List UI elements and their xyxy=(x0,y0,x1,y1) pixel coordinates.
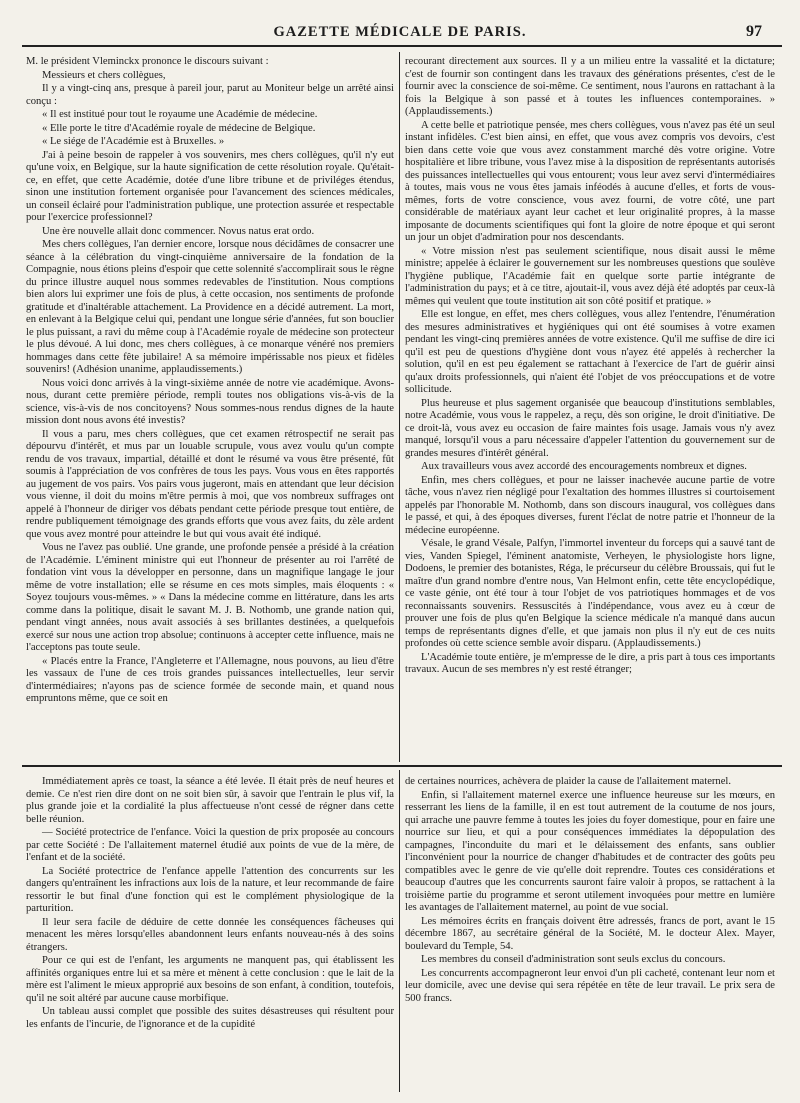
paragraph: Mes chers collègues, l'an dernier encore, lorsque nous décidâmes de consacrer une séance à la célébration du vingt-cinquième anniversaire de la fondation de la Compagnie, nous étions pleins d'espoir que cette solennité s'accomplirait sous le règne du prince illustre auquel nous sommes redevables de l'institution. Nous comptions bien alors lui exprimer une fois de plus, à cette occasion, nos sentiments de profonde gratitude et d'inaltérable attachement. La Providence en a décidé autrement. La mort, en enlevant à la Belgique celui qui, pendant une longue série d'années, fut son bouclier le plus puissant, a ravi du même coup à l'Académie royale de médecine son protecteur le plus dévoué. A lui donc, mes chers collègues, à ce monarque vénéré nos premiers hommages dans cette fête jubilaire! A sa mémoire impérissable nos pieux et fidèles souvenirs! (Adhésion unanime, applaudissements.) xyxy=(26,239,394,375)
column-divider-bottom xyxy=(399,770,400,1092)
paragraph: La Société protectrice de l'enfance appelle l'attention des concurrents sur les dangers qu'entraînent les infractions aux lois de la nature, et leur recommande de faire ressortir le but final d'une fonction qui est le complément physiologique de la parturition. xyxy=(26,865,394,914)
top-left-column xyxy=(26,56,394,758)
page-header xyxy=(0,0,800,44)
paragraph: Les concurrents accompagneront leur envoi d'un pli cacheté, contenant leur nom et leur domicile, avec une devise qui sera répétée en tête de leur travail. Le prix sera de 500 francs. xyxy=(405,967,775,1004)
paragraph: Vésale, le grand Vésale, Palfyn, l'immortel inventeur du forceps qui a sauvé tant de vies, Vanden Spiegel, l'éminent anatomiste, Verheyen, le physiologiste hors ligne, Dodoens, le premier des botanistes, Réga, le précurseur du célèbre Broussais, qui fut le maître d'un grand nombre d'entre nous, Van Helmont enfin, cette tête encyclopédique, ce vaste génie, ont été tour à tour l'objet de vos patriotiques hommages et de vos reconnaissants souvenirs. Ressuscités à l'indépendance, vous avez eu à cœur de prouver une fois de plus qu'en Belgique la science médicale n'a manqué dans aucun temps de représentants dignes d'elle, et que jamais non plus il n'y eut de ces nuits profondes où cette science semble avoir disparu. (Applaudissements.) xyxy=(405,538,775,649)
paragraph: Aux travailleurs vous avez accordé des encouragements nombreux et dignes. xyxy=(421,461,747,472)
paragraph: Messieurs et chers collègues, xyxy=(42,69,166,81)
section-rule xyxy=(22,765,782,767)
paragraph: Enfin, mes chers collègues, et pour ne laisser inachevée aucune partie de votre tâche, vous n'avez rien négligé pour l'exaltation des hommes illustres si courtoisement appelés par l'honorable M. Nothomb, dans son discours inaugural, vos collègues dans le passé, et qui, à des époques diverses, furent l'éclat de notre patrie et l'honneur de la médecine européenne. xyxy=(405,474,775,536)
paragraph: Nous voici donc arrivés à la vingt-sixième année de notre vie académique. Avons-nous, durant cette première période, rempli toutes nos obligations vis-à-vis de la science, vis-à-vis de nos concitoyens? Nous sommes-nous rendus dignes de la haute mission dont nous avons été investis? xyxy=(26,377,394,426)
paragraph: Il leur sera facile de déduire de cette donnée les conséquences fâcheuses qui menacent les mères lorsqu'elles abandonnent leurs enfants nouveau-nés à des soins étrangers. xyxy=(26,916,394,953)
paragraph: Une ère nouvelle allait donc commencer. Novus natus erat ordo. xyxy=(42,225,315,237)
paragraph: Un tableau aussi complet que possible des suites désastreuses qui résultent pour les enfants de l'incurie, de l'ignorance et de la cupidité xyxy=(26,1006,394,1030)
paragraph: Pour ce qui est de l'enfant, les arguments ne manquent pas, qui établissent les affinités organiques entre lui et sa mère et mènent à cette conclusion : que le lait de la mère est l'aliment le mieux approprié aux besoins de son enfant, à condition, toutefois, qu'il ne soit altéré par aucune cause morbifique. xyxy=(26,955,394,1004)
page-number: 97 xyxy=(746,23,762,40)
paragraph: Les mémoires écrits en français doivent être adressés, francs de port, avant le 15 décembre 1867, au secrétaire général de la Société, M. le docteur Alex. Mayer, boulevard du Temple, 54. xyxy=(405,915,775,952)
header-rule xyxy=(22,45,782,47)
paragraph: Les membres du conseil d'administration sont seuls exclus du concours. xyxy=(421,954,726,965)
paragraph: A cette belle et patriotique pensée, mes chers collègues, vous n'avez pas été un seul instant infidèles. C'est bien ainsi, en effet, que vous avez compris vos devoirs, c'est bien dans cette voie que vous avez constamment marché dès votre origine. Votre hospitalière et libre tribune, vous l'avez mise à la disposition de représentants autorisés des puissances intellectuelles qui vous entourent; vous leur avez servi d'intermédiaires à toutes, mais vous ne vous êtes jamais inféodés à aucune d'elles, et forts de vous-mêmes, forts de votre conscience, vous avez fourni, de votre côté, une part considérable de matériaux ayant leur cachet et leur originalité propres, à la masse imposante de documents scientifiques qui font la gloire de notre époque et qui seront un jour un objet d'admiration pour nos descendants. xyxy=(405,119,775,243)
paragraph: « Il est institué pour tout le royaume une Académie de médecine. xyxy=(42,109,318,120)
paragraph: recourant directement aux sources. Il y a un milieu entre la vassalité et la dictature; c'est de fournir son contingent dans les travaux des générations présentes, c'est de le fournir avec la conscience de soi-même. Ce sentiment, nous l'aurons en rattachant à la fois la Belgique à son passé et à toutes les influences contemporaines. » (Applaudissements.) xyxy=(405,56,775,117)
paragraph: M. le président Vleminckx prononce le discours suivant : xyxy=(26,56,269,67)
paragraph: Vous ne l'avez pas oublié. Une grande, une profonde pensée a présidé à la création de l'Académie. L'éminent ministre qui eut l'honneur de présenter au roi l'arrêté de fondation vint vous la développer en personne, dans un magnifique langage le jour même de votre installation; elle se résume en ces mots simples, mais éloquents : « Soyez toujours vous-mêmes. » « Dans la médecine comme en littérature, dans les arts comme dans la politique, disait le savant M. J. B. Nothomb, une grande nation qui, pendant vingt années, nous avait associés à ses brillantes destinées, a quelquefois exercé sur nous une action trop absolue; continuons à accepter cette influence, mais ne l'acceptons pas toute seule. xyxy=(26,542,394,653)
paragraph: J'ai à peine besoin de rappeler à vos souvenirs, mes chers collègues, qu'il n'y eut qu'une voix, en Belgique, sur la haute signification de cette résolution royale. Qu'était-ce, en effet, que cette Académie, dotée d'une libre tribune et de priviléges étendus, sinon une institution fortement organisée pour l'avancement des sciences médicales, un conseil éclairé pour l'administration publique, une protection assurée et respectable pour l'exercice professionnel? xyxy=(26,149,394,223)
paragraph: Il vous a paru, mes chers collègues, que cet examen rétrospectif ne serait pas dépourvu d'intérêt, et mus par un louable scrupule, vous avez voulu qu'un compte rendu de vos travaux, impartial, détaillé et dont le résumé va vous être présenté, fût soumis à l'appréciation de vos confrères de tous les pays. Vous vous en êtes rapportés au jugement de vos pairs. Vos pairs vous jugeront, mais en attendant que leur décision vous vienne, il doit du moins m'être permis à moi, que vos nombreux suffrages ont appelé à l'honneur de diriger vos débats pendant cette période presque tout entière, de rendre publiquement témoignage des grands efforts que vous avez faits, du zèle ardent que vous avez montré pour atteindre le but qui vous avait été indiqué. xyxy=(26,428,394,540)
column-divider-top xyxy=(399,52,400,762)
paragraph: Elle est longue, en effet, mes chers collègues, vous allez l'entendre, l'énumération des mesures administratives et hygiéniques qui ont été soumises à votre examen pendant les vingt-cinq premières années de votre existence. Qu'il me suffise de dire ici qu'il est peu de questions d'hygiène dont vous n'ayez été appelés à rechercher la solution, qu'il en est peu également se rattachant à l'exercice de l'art de guérir ainsi qu'aux droits professionnels, qui n'aient été l'objet de vos préoccupations et de votre sollicitude. xyxy=(405,309,775,395)
running-title: GAZETTE MÉDICALE DE PARIS. xyxy=(273,24,527,40)
paragraph: — Société protectrice de l'enfance. Voici la question de prix proposée au concours par cette Société : De l'allaitement maternel étudié aux points de vue de la mère, de l'enfant et de la société. xyxy=(26,827,394,863)
top-right-column xyxy=(405,56,775,758)
paragraph: « Elle porte le titre d'Académie royale de médecine de Belgique. xyxy=(42,122,316,134)
paragraph: L'Académie toute entière, je m'empresse de le dire, a pris part à tous ces importants travaux. Aucun de ses membres n'y est resté étranger; xyxy=(405,651,775,675)
paragraph: Enfin, si l'allaitement maternel exerce une influence heureuse sur les mœurs, en resserrant les liens de la famille, il en est tout autrement de la coutume de nos jours, qui arrache une pauvre femme à toutes les joies du foyer domestique, pour en faire une nourrice sur lieu, et qui a pour conséquences immédiates la dépopulation des campagnes, l'inconduite du mari et le délaissement des enfants, sans oublier l'inconvénient pour la nourrice de changer d'habitudes et de contracter des goûts peu compatibles avec le genre de vie qu'elle doit reprendre. Toutes ces considérations et beaucoup d'autres que les concurrents sauront faire valoir à propos, se rattachent à la troisième partie du programme et seront utilement invoquées pour mettre en lumière les avantages de l'allaitement maternel, au point de vue social. xyxy=(405,789,775,913)
paragraph: Plus heureuse et plus sagement organisée que beaucoup d'institutions semblables, notre Académie, vous vous le rappelez, a reçu, dès son origine, le droit d'initiative. De ce droit-là, vous avez eu occasion de faire maintes fois usage. Jamais vous n'y avez manqué, lorsqu'il vous a paru nécessaire d'appeler l'attention du gouvernement sur de grandes mesures d'intérêt général. xyxy=(405,397,775,459)
paragraph: Immédiatement après ce toast, la séance a été levée. Il était près de neuf heures et demie. Ce n'est rien dire dont on ne soit bien sûr, à savoir que l'entrain le plus vif, la plus grande joie et la cordialité la plus affectueuse n'ont cessé de régner dans cette belle réunion. xyxy=(26,776,394,825)
paragraph: « Votre mission n'est pas seulement scientifique, nous disait aussi le même ministre; appelée à éclairer le gouvernement sur les nombreuses questions que soulève l'hygiène publique, l'Académie fait en quelque sorte partie intégrante de l'administration du pays; et à ce titre, ajoutait-il, vous avez déjà été adoptés par ceux-là mêmes qui veulent que toute institution ait son côté positif et pratique. » xyxy=(405,245,775,307)
paragraph: « Le siége de l'Académie est à Bruxelles. » xyxy=(42,136,225,147)
paragraph: Il y a vingt-cinq ans, presque à pareil jour, parut au Moniteur belge un arrêté ainsi conçu : xyxy=(26,83,394,107)
bottom-right-column xyxy=(405,776,775,1091)
paragraph: de certaines nourrices, achèvera de plaider la cause de l'allaitement maternel. xyxy=(405,776,732,787)
bottom-left-column xyxy=(26,776,394,1091)
paragraph: « Placés entre la France, l'Angleterre et l'Allemagne, nous pouvons, au lieu d'être les vassaux de l'une de ces trois grandes puissances intellectuelles, leur servir d'intermédiaires; n'ayons pas de science formée de seconde main, et quand nous empruntons même, que ce soit en xyxy=(26,655,394,704)
